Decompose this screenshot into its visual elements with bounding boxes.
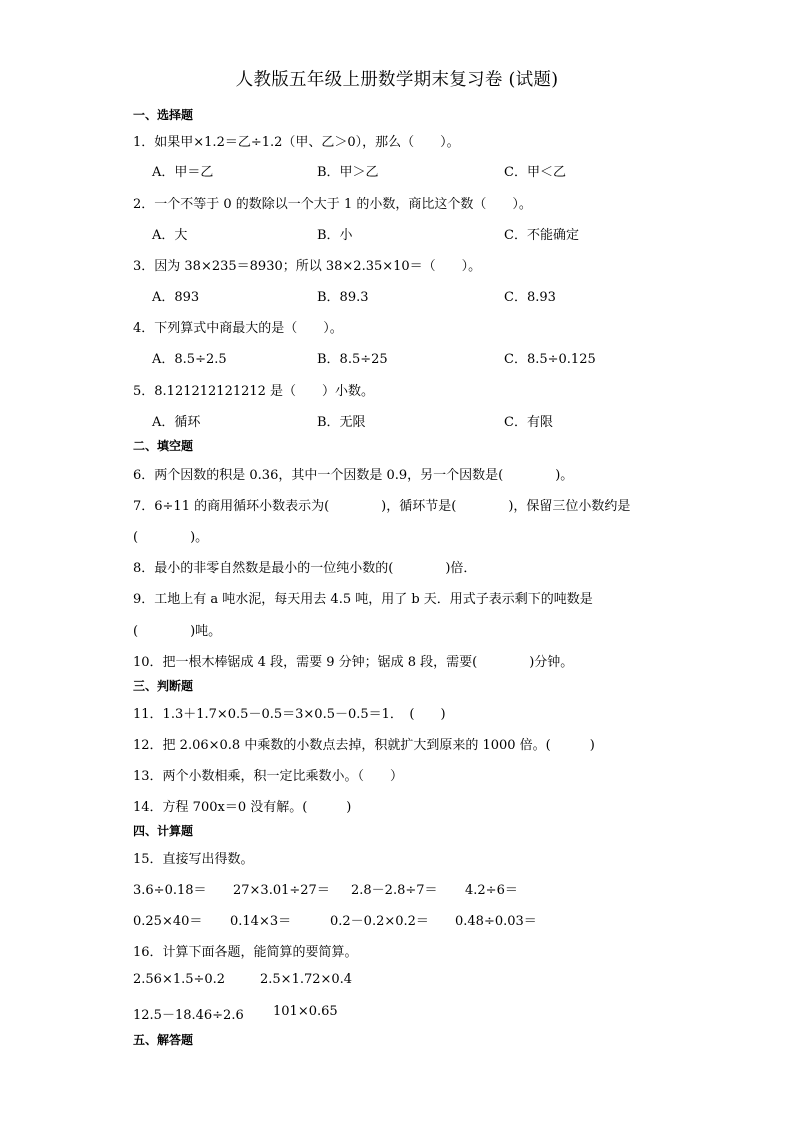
section-heading-solve: 五、解答题: [133, 1033, 194, 1047]
question-4-option-c: C．8.5÷0.125: [504, 352, 596, 367]
question-2-option-a: A．大: [152, 228, 188, 243]
calc-expression: 0.48÷0.03＝: [455, 914, 537, 929]
question-2-option-c: C．不能确定: [504, 228, 579, 243]
section-heading-judge: 三、判断题: [133, 679, 194, 693]
calc-expression: 4.2÷6＝: [465, 883, 518, 898]
question-14: 14．方程 700x＝0 没有解。( ): [133, 800, 352, 815]
question-3-option-b: B．89.3: [317, 290, 369, 305]
calc-expression: 0.14×3＝: [230, 914, 292, 929]
question-15: 15．直接写出得数。: [133, 852, 254, 867]
question-8: 8．最小的非零自然数是最小的一位纯小数的( )倍．: [133, 561, 477, 576]
question-5-option-a: A．循环: [152, 415, 201, 430]
calc-expression: 2.56×1.5÷0.2: [133, 972, 226, 987]
calc-expression: 3.6÷0.18＝: [133, 883, 207, 898]
section-heading-calc: 四、计算题: [133, 824, 194, 838]
question-1-option-c: C．甲＜乙: [504, 165, 566, 180]
question-1-stem: 1．如果甲×1.2＝乙÷1.2（甲、乙＞0），那么（ ）。: [133, 135, 460, 150]
calc-expression: 0.2－0.2×0.2＝: [330, 914, 429, 929]
calc-expression: 2.8－2.8÷7＝: [351, 883, 438, 898]
section-heading-choice: 一、选择题: [133, 108, 194, 122]
question-12: 12．把 2.06×0.8 中乘数的小数点去掉，积就扩大到原来的 1000 倍。( ): [133, 738, 595, 753]
question-13: 13．两个小数相乘，积一定比乘数小。（ ）: [133, 769, 404, 784]
question-4-option-a: A．8.5÷2.5: [152, 352, 227, 367]
question-2-stem: 2．一个不等于 0 的数除以一个大于 1 的小数，商比这个数（ ）。: [133, 197, 532, 212]
question-9-line-1: 9．工地上有 a 吨水泥，每天用去 4.5 吨，用了 b 天．用式子表示剩下的吨数是: [133, 592, 593, 607]
page-title: 人教版五年级上册数学期末复习卷 (试题): [235, 70, 559, 90]
question-5-stem: 5．8.121212121212 是（ ）小数。: [133, 384, 375, 399]
question-3-option-c: C．8.93: [504, 290, 556, 305]
calc-expression: 0.25×40＝: [133, 914, 203, 929]
calc-expression: 12.5－18.46÷2.6: [133, 1008, 244, 1023]
question-1-option-a: A．甲＝乙: [152, 165, 214, 180]
question-3-stem: 3．因为 38×235＝8930；所以 38×2.35×10＝（ ）。: [133, 259, 482, 274]
calc-expression: 2.5×1.72×0.4: [260, 972, 353, 987]
question-16: 16．计算下面各题，能简算的要简算。: [133, 945, 358, 960]
question-1-option-b: B．甲＞乙: [317, 165, 379, 180]
question-2-option-b: B．小: [317, 228, 353, 243]
question-5-option-b: B．无限: [317, 415, 366, 430]
question-10: 10．把一根木棒锯成 4 段，需要 9 分钟；锯成 8 段，需要( )分钟。: [133, 655, 574, 670]
question-11: 11．1.3＋1.7×0.5－0.5＝3×0.5－0.5＝1． ( ): [133, 707, 446, 722]
calc-expression: 101×0.65: [273, 1004, 338, 1019]
question-4-option-b: B．8.5÷25: [317, 352, 388, 367]
question-4-stem: 4．下列算式中商最大的是（ ）。: [133, 321, 343, 336]
question-9-line-2: ( )吨。: [133, 624, 222, 639]
question-3-option-a: A．893: [152, 290, 200, 305]
question-7-line-1: 7．6÷11 的商用循环小数表示为( )，循环节是( )，保留三位小数约是: [133, 499, 631, 514]
question-5-option-c: C．有限: [504, 415, 553, 430]
question-7-line-2: ( )。: [133, 530, 209, 545]
calc-expression: 27×3.01÷27＝: [233, 883, 330, 898]
question-6: 6．两个因数的积是 0.36，其中一个因数是 0.9，另一个因数是( )。: [133, 468, 574, 483]
section-heading-fill: 二、填空题: [133, 439, 194, 453]
